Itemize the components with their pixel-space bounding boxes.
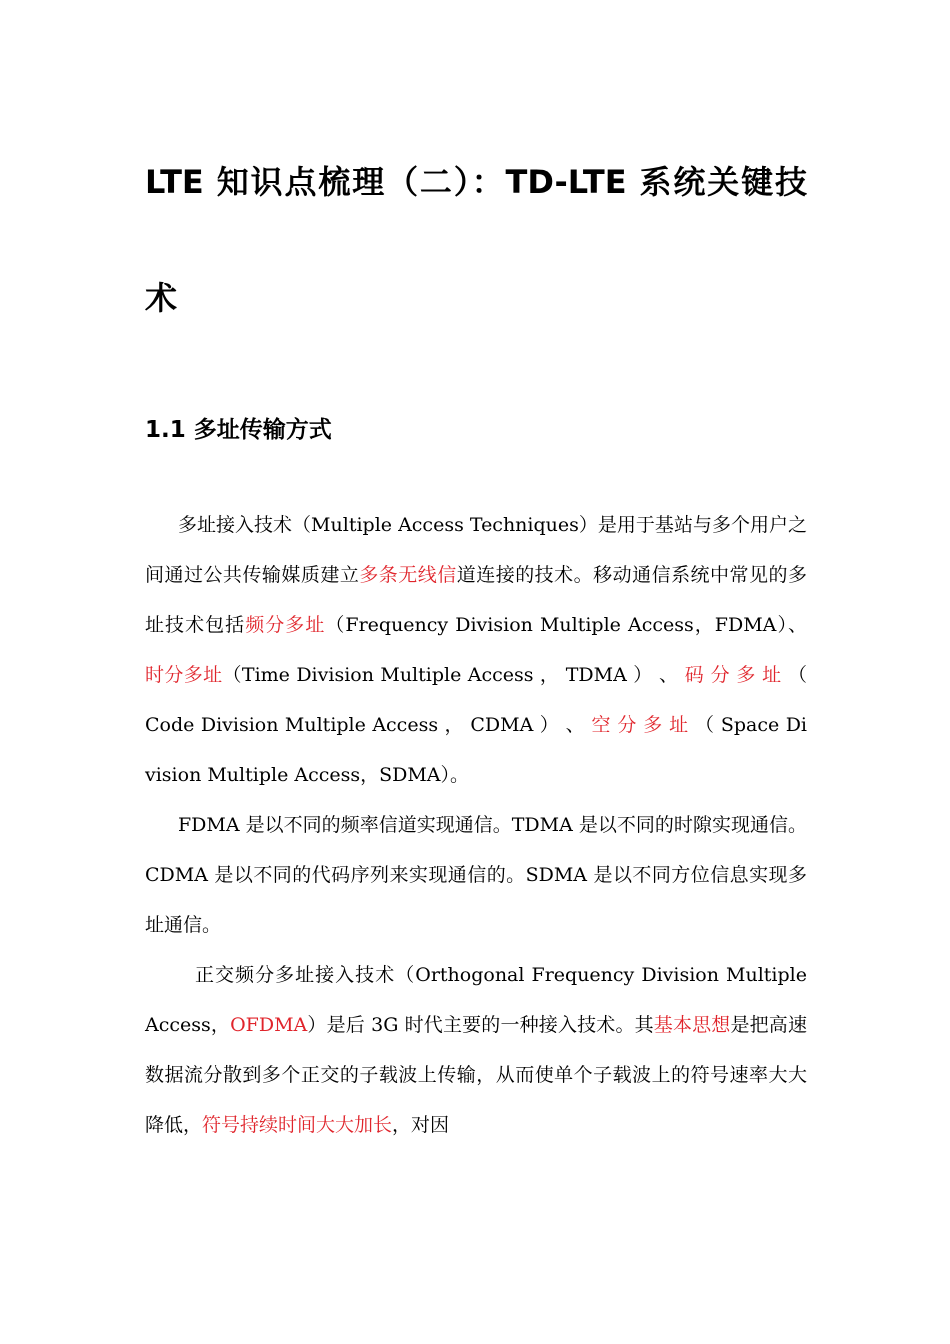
paragraph-ofdma: [145, 950, 807, 1150]
text-run: 正交频分多址接入技术（Orthogonal Frequency Division Multiple Access，: [145, 964, 807, 1036]
text-run: ，对因: [392, 1114, 450, 1136]
text-run: 多址接入技术（Multiple Access Techniques）是用于基站与多个用户之间通过公共传输媒质建立: [145, 514, 807, 586]
highlight-text: 时分多址: [145, 664, 223, 686]
text-run: （ Space Division Multiple Access，SDMA）。: [145, 714, 807, 786]
paragraph-access-types: FDMA 是以不同的频率信道实现通信。TDMA 是以不同的时隙实现通信。CDMA 是以不同的代码序列来实现通信的。SDMA 是以不同方位信息实现多址通信。: [145, 814, 807, 936]
text-run: 是把高速数据流分散到多个正交的子载波上传输，从而使单个子载波上的符号速率大大降低，: [145, 1014, 807, 1136]
text-run: ）是后 3G 时代主要的一种接入技术。其: [307, 1014, 654, 1036]
paragraph-multiple-access: [145, 500, 807, 800]
highlight-text: 频分多址: [245, 614, 326, 636]
highlight-text: 符号持续时间大大加长: [202, 1114, 393, 1136]
text-run: 道连接的技术。移动通信系统中常见的多址技术包括: [145, 564, 807, 636]
text-run: （Frequency Division Multiple Access，FDMA）、: [325, 614, 807, 636]
highlight-text: 基本思想: [653, 1014, 731, 1036]
title-line-2: 术: [145, 279, 178, 317]
highlight-text: 空 分 多 址: [591, 714, 689, 736]
text-run: （ Code Division Multiple Access ， CDMA ） 、: [145, 664, 807, 736]
title-line-1: LTE 知识点梳理（二）：TD-LTE 系统关键技: [145, 163, 807, 201]
document-title: [145, 0, 807, 330]
document-page: [145, 0, 807, 1136]
highlight-text: 多条无线信: [359, 564, 457, 586]
document-body: [145, 500, 807, 1150]
highlight-text: OFDMA: [230, 1014, 308, 1036]
highlight-text: 码 分 多 址: [684, 664, 782, 686]
text-run: （Time Division Multiple Access ， TDMA ） 、: [222, 664, 685, 686]
section-heading: 1.1 多址传输方式: [145, 417, 332, 443]
